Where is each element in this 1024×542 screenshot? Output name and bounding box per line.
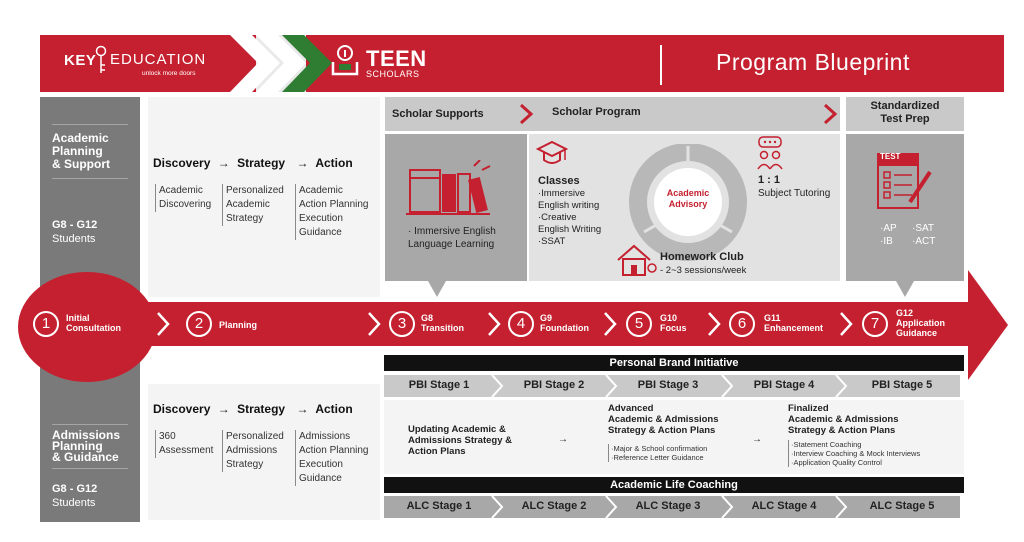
step-line: Consultation	[66, 323, 121, 333]
immersive-line: Language Learning	[408, 239, 495, 250]
home-icon	[614, 242, 658, 278]
classes-title: Classes	[538, 175, 580, 187]
test-item: ·ACT	[912, 236, 936, 247]
alc-stage-1: ALC Stage 1	[406, 500, 472, 512]
step-7-label	[896, 308, 945, 338]
chevron-right-icon	[486, 311, 502, 337]
step-line: G9	[540, 313, 553, 323]
alc-stage-2: ALC Stage 2	[521, 500, 587, 512]
flow-strategy: Strategy	[237, 402, 286, 416]
pbi-line: Academic & Admissions	[608, 414, 719, 425]
step-6-label	[764, 313, 823, 333]
chevron-right-icon	[518, 103, 534, 125]
col-line: Strategy	[226, 213, 264, 224]
pbi-block-2-items	[608, 444, 707, 462]
pbi-stage-1: PBI Stage 1	[408, 379, 470, 391]
flow-arrow: →	[296, 156, 309, 170]
test-prep-title	[846, 100, 964, 126]
tutoring-people-icon	[756, 136, 786, 172]
homework-title: Homework Club	[660, 251, 744, 263]
pbi-line: Academic & Admissions	[788, 414, 899, 425]
step-line: Application	[896, 318, 945, 328]
pbi-item: ·Statement Coaching	[791, 440, 862, 449]
pbi-line: Updating Academic &	[408, 424, 506, 435]
chevron-right-icon	[706, 311, 722, 337]
divider	[52, 468, 128, 469]
step-5-label	[660, 313, 687, 333]
pbi-title-bar: Personal Brand Initiative	[384, 355, 964, 371]
test-item: ·SAT	[912, 223, 935, 234]
chevron-right-icon	[602, 311, 618, 337]
class-item: ·Creative	[538, 212, 577, 223]
step-line: G12	[896, 308, 914, 318]
test-item: ·IB	[880, 236, 893, 247]
academic-col-discovery	[155, 184, 211, 212]
timeline-band	[40, 302, 970, 346]
pbi-stage-5: PBI Stage 5	[871, 379, 933, 391]
pbi-item: ·Reference Letter Guidance	[611, 453, 704, 462]
step-7-number: 7	[862, 311, 888, 337]
col-line: Discovering	[159, 199, 212, 210]
class-item: ·Immersive	[538, 188, 585, 199]
flow-action: Action	[315, 402, 353, 416]
academic-title-line: Academic	[52, 131, 109, 145]
test-label: TEST	[880, 152, 901, 161]
pbi-block-1	[408, 424, 512, 457]
col-line: Execution	[299, 213, 343, 224]
pbi-line: Admissions Strategy &	[408, 435, 512, 446]
pbi-block-2	[608, 403, 719, 436]
admissions-title-line: Admissions	[52, 428, 121, 442]
chevron-right-icon	[366, 311, 382, 337]
scholar-supports-label: Scholar Supports	[392, 108, 484, 120]
test-prep-title-line: Test Prep	[880, 113, 930, 125]
admissions-title	[52, 430, 120, 463]
step-line: Initial	[66, 313, 90, 323]
class-item: ·SSAT	[538, 236, 566, 247]
step-1-label	[66, 313, 121, 333]
admissions-col-discovery	[155, 430, 213, 458]
pointer-down	[428, 281, 446, 303]
pbi-line: Strategy & Action Plans	[788, 425, 896, 436]
pbi-item: ·Application Quality Control	[791, 458, 882, 467]
step-line: Guidance	[896, 328, 938, 338]
timeline-arrow-head	[968, 270, 1010, 380]
academic-title	[52, 132, 110, 171]
test-prep-title-line: Standardized	[870, 100, 940, 112]
pbi-item: ·Major & School confirmation	[611, 444, 708, 453]
pbi-stage-4: PBI Stage 4	[753, 379, 815, 391]
academic-col-action	[295, 184, 369, 240]
tutoring-sub: Subject Tutoring	[758, 188, 831, 199]
graduation-cap-icon	[536, 140, 568, 172]
classes-list	[538, 188, 601, 248]
pbi-line: Action Plans	[408, 446, 466, 457]
pointer-down	[896, 281, 914, 303]
admissions-grades	[52, 482, 97, 510]
col-line: Action Planning	[299, 199, 369, 210]
flow-strategy: Strategy	[237, 156, 286, 170]
divider	[52, 124, 128, 125]
advisory-label	[652, 188, 724, 210]
admissions-title-line: & Guidance	[52, 450, 119, 464]
col-line: Guidance	[299, 227, 342, 238]
admissions-col-action	[295, 430, 369, 486]
scholar-program-label: Scholar Program	[552, 106, 641, 118]
step-line: Enhancement	[764, 323, 824, 333]
col-line: Admissions	[226, 445, 278, 456]
step-6-number: 6	[729, 311, 755, 337]
flow-arrow: →	[217, 156, 230, 170]
step-3-number: 3	[389, 311, 415, 337]
alc-stage-4: ALC Stage 4	[751, 500, 817, 512]
alc-stage-5: ALC Stage 5	[869, 500, 935, 512]
pbi-block-3	[788, 403, 899, 436]
step-line: G10	[660, 313, 678, 323]
class-item: English writing	[538, 200, 600, 211]
step-5-number: 5	[626, 311, 652, 337]
col-line: Assessment	[159, 445, 214, 456]
divider	[52, 424, 128, 425]
chevron-right-icon	[838, 311, 854, 337]
page-title: Program Blueprint	[716, 49, 910, 75]
header-divider	[660, 45, 662, 85]
admissions-flow	[153, 402, 353, 416]
col-line: Personalized	[226, 185, 284, 196]
pbi-arrow: →	[558, 434, 568, 445]
students-label: Students	[52, 233, 96, 245]
step-1-number: 1	[33, 311, 59, 337]
chevron-right-icon	[822, 103, 838, 125]
step-2-label: Planning	[219, 320, 257, 330]
chevron-decoration	[230, 35, 340, 92]
col-line: Action Planning	[299, 445, 369, 456]
grades-label: G8 - G12	[52, 483, 98, 495]
step-3-label	[421, 313, 464, 333]
books-icon	[404, 160, 494, 218]
alc-stage-3: ALC Stage 3	[635, 500, 701, 512]
col-line: Admissions	[299, 431, 351, 442]
students-label: Students	[52, 497, 96, 509]
flow-discovery: Discovery	[153, 156, 211, 170]
brand-education: EDUCATION	[110, 51, 207, 68]
step-2-number: 2	[186, 311, 212, 337]
academic-grades	[52, 218, 97, 246]
chevron-right-icon	[155, 311, 171, 337]
pbi-item: ·Interview Coaching & Mock Interviews	[791, 449, 921, 458]
test-item: ·AP	[880, 223, 897, 234]
academic-title-line: Planning	[52, 144, 103, 158]
col-line: Guidance	[299, 473, 342, 484]
academic-title-line: & Support	[52, 157, 110, 171]
flow-arrow: →	[296, 402, 309, 416]
step-line: Focus	[660, 323, 687, 333]
flow-discovery: Discovery	[153, 402, 211, 416]
immersive-text	[408, 225, 496, 251]
divider	[52, 178, 128, 179]
grades-label: G8 - G12	[52, 219, 98, 231]
step-line: Transition	[421, 323, 465, 333]
key-icon	[95, 45, 107, 75]
homework-sub: - 2~3 sessions/week	[660, 265, 747, 276]
academic-sidebar	[40, 97, 140, 297]
academic-col-strategy	[222, 184, 284, 226]
pbi-arrow: →	[752, 434, 762, 445]
academic-flow	[153, 156, 353, 170]
step-line: G8	[421, 313, 434, 323]
brand-key: KEY	[64, 52, 97, 69]
advisory-line: Academic	[666, 188, 710, 198]
step-line: G11	[764, 313, 781, 323]
alc-title-bar: Academic Life Coaching	[384, 477, 964, 493]
col-line: Academic	[299, 185, 343, 196]
col-line: 360	[159, 431, 176, 442]
col-line: Academic	[159, 185, 203, 196]
brand-tagline: unlock more doors	[142, 70, 196, 77]
test-list-2	[912, 222, 935, 248]
pbi-block-3-items	[788, 440, 920, 467]
pbi-line: Finalized	[788, 403, 829, 414]
pbi-stage-2: PBI Stage 2	[523, 379, 585, 391]
flow-action: Action	[315, 156, 353, 170]
col-line: Academic	[226, 199, 270, 210]
pbi-stage-3: PBI Stage 3	[637, 379, 699, 391]
tutoring-title: 1 : 1	[758, 174, 781, 186]
class-item: English Writing	[538, 224, 602, 235]
step-line: Foundation	[540, 323, 589, 333]
step-4-label	[540, 313, 589, 333]
scholars-subtitle: SCHOLARS	[366, 69, 420, 79]
teen-title: TEEN	[366, 46, 427, 71]
pbi-line: Strategy & Action Plans	[608, 425, 716, 436]
step-4-number: 4	[508, 311, 534, 337]
teen-scholars-logo-icon	[330, 44, 360, 78]
test-list-1	[880, 222, 897, 248]
pbi-line: Advanced	[608, 403, 654, 414]
col-line: Strategy	[226, 459, 264, 470]
immersive-line: · Immersive English	[408, 226, 496, 237]
col-line: Execution	[299, 459, 343, 470]
advisory-line: Advisory	[668, 199, 708, 209]
admissions-col-strategy	[222, 430, 284, 472]
admissions-title-line: Planning	[52, 439, 103, 453]
col-line: Personalized	[226, 431, 284, 442]
flow-arrow: →	[217, 402, 230, 416]
